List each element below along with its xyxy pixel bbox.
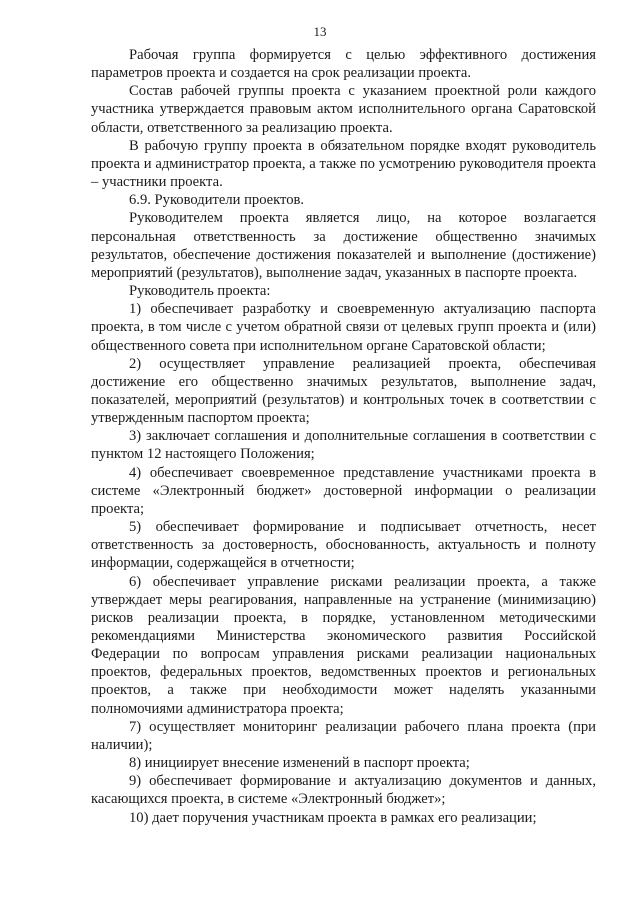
paragraph-project-leader-intro: Руководитель проекта: bbox=[129, 283, 271, 300]
list-item-9: 9) обеспечивает формирование и актуализацию документов и данных, касающихся проекта, в системе «Электронный бюджет»; bbox=[91, 773, 596, 808]
paragraph-working-group-composition: Состав рабочей группы проекта с указанием проектной роли каждого участника утверждается правовым актом исполнительного органа Саратовской области, ответственного за реализацию проекта. bbox=[91, 83, 596, 136]
list-item-2: 2) осуществляет управление реализацией проекта, обеспечивая достижение его общественно значимых результатов, выполнение задач, показателей, мероприятий (результатов) и контрольных точек в соответствии с утвержденным паспортом проекта; bbox=[91, 355, 596, 427]
section-heading-project-leaders: 6.9. Руководители проектов. bbox=[129, 192, 305, 209]
page-number: 13 bbox=[313, 24, 327, 39]
list-item-1: 1) обеспечивает разработку и своевременную актуализацию паспорта проекта, в том числе с учетом обратной связи от целевых групп проекта и (или) общественного совета при исполнительном органе Саратовской области; bbox=[91, 301, 596, 354]
paragraph-project-leader-definition: Руководителем проекта является лицо, на которое возлагается персональная ответственность за достижение общественно значимых результатов, обеспечение достижения показателей и выполнение (достижение) мероприятий (результатов), выполнение задач, указанных в паспорте проекта. bbox=[91, 210, 596, 281]
list-item-4: 4) обеспечивает своевременное представление участниками проекта в системе «Электронный бюджет» достоверной информации о реализации проекта; bbox=[91, 464, 596, 517]
paragraph-working-group-members: В рабочую группу проекта в обязательном порядке входят руководитель проекта и администратор проекта, а также по усмотрению руководителя проекта – участники проекта. bbox=[91, 137, 596, 191]
list-item-6: 6) обеспечивает управление рисками реализации проекта, а также утверждает меры реагирования, направленные на устранение (минимизацию) рисков реализации проекта, в порядке, установленном методическими рекомендациями Министерства экономического развития Российской Федерации по вопросам управления рисками реализации национальных проектов, федеральных проектов, ведомственных проектов и региональных проектов, а также при необходимости может наделять указанными полномочиями администратора проекта; bbox=[91, 573, 596, 717]
list-item-3: 3) заключает соглашения и дополнительные соглашения в соответствии с пунктом 12 настоящего Положения; bbox=[91, 428, 596, 463]
document-body bbox=[91, 46, 596, 827]
list-item-5: 5) обеспечивает формирование и подписывает отчетность, несет ответственность за достоверность, обоснованность, актуальность и полноту информации, содержащейся в отчетности; bbox=[91, 519, 596, 572]
list-item-8: 8) инициирует внесение изменений в паспорт проекта; bbox=[129, 755, 470, 772]
paragraph-working-group-purpose: Рабочая группа формируется с целью эффективного достижения параметров проекта и создается на срок реализации проекта. bbox=[91, 47, 596, 82]
list-item-7: 7) осуществляет мониторинг реализации рабочего плана проекта (при наличии); bbox=[91, 718, 596, 753]
list-item-10: 10) дает поручения участникам проекта в рамках его реализации; bbox=[129, 809, 537, 826]
